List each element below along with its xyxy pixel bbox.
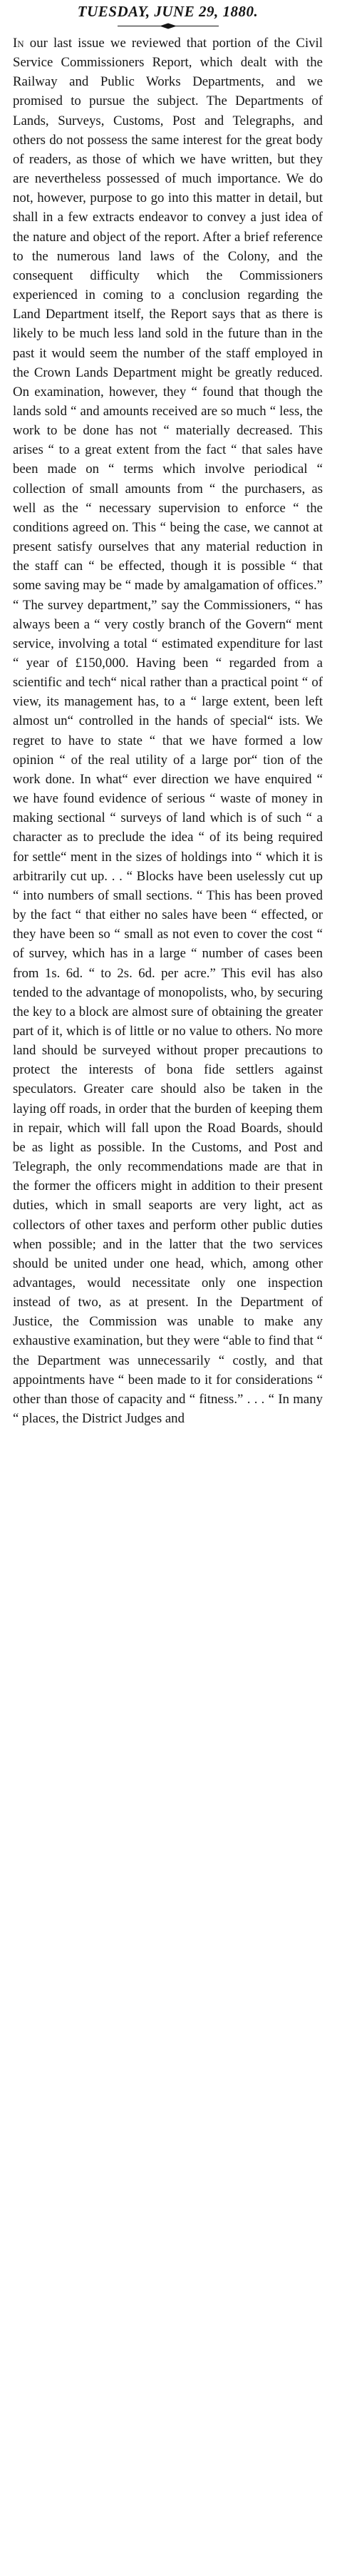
- divider-ornament: [115, 23, 222, 29]
- dateline: TUESDAY, JUNE 29, 1880.: [77, 3, 259, 20]
- article-opening-word: In: [13, 36, 24, 51]
- article-body: [13, 34, 323, 1428]
- article-text: our last issue we reviewed that portion of the Civil Service Commissioners Report, which dealt with the Railway and Public Works Departments, and we promised to pursue the subject. The Departments of Lands, Surveys, Customs, Post and Telegraphs, and others do not possess the same interest for the great body of readers, as those of which we have written, but they are nevertheless possessed of much importance. We do not, however, purpose to go into this matter in detail, but shall in a few extracts endeavor to convey a just idea of the nature and object of the report. After a brief reference to the numerous land laws of the Colony, and the consequent difficulty which the Commissioners experienced in coming to a conclusion regarding the Land Department itself, the Report says that as there is likely to be much less land sold in the future than in the past it would seem the number of the staff employed in the Crown Lands Department might be greatly reduced. On examination, however, they “ found that though the lands sold “ and amounts received are so much “ less, the work to be done has not “ materially decreased. This arises “ to a great extent from the fact “ that sales have been made on “ terms which involve periodical “ collection of small amounts from “ the purchasers, as well as the “ necessary supervision to enforce “ the conditions agreed on. This “ being the case, we cannot at present satisfy ourselves that any material reduction in the staff can “ be effected, though it is possible “ that some saving may be “ made by amalgamation of offices.” “ The survey department,” say the Commissioners, “ has always been a “ very costly branch of the Govern“ ment service, involving a total “ estimated expenditure for last “ year of £150,000. Having been “ regarded from a scientific and tech“ nical rather than a practical point “ of view, its management has, to a “ large extent, been left almost un“ controlled in the hands of special“ ists. We regret to have to state “ that we have formed a low opinion “ of the real utility of a large por“ tion of the work done. In what“ ever direction we have enquired “ we have found evidence of serious “ waste of money in making sectional “ surveys of land which is of such “ a character as to preclude the idea “ of its being required for settle“ ment in the sizes of holdings into “ which it is arbitrarily cut up. . . “ Blocks have been uselessly cut up “ into numbers of small sections. “ This has been proved by the fact “ that either no sales have been “ effected, or they have been so “ small as not even to cover the cost “ of survey, which has in a large “ number of cases been from 1s. 6d. “ to 2s. 6d. per acre.” This evil has also tended to the advantage of monopolists, who, by securing the key to a block are almost sure of obtaining the greater part of it, which is of little or no value to others. No more land should be surveyed without proper precautions to protect the interests of bona fide settlers against speculators. Greater care should also be taken in the laying off roads, in order that the burden of keeping them in repair, which will fall upon the Road Boards, should be as light as possible. In the Customs, and Post and Telegraph, the only recommendations made are that in the former the officers might in addition to their present duties, which in small seaports are very light, act as collectors of other taxes and perform other public duties when possible; and in the latter that the two services should be united under one head, which, among other advantages, would necessitate only one inspection instead of two, as at present. In the Department of Justice, the Commission was unable to make any exhaustive examination, but they were “able to find that “ the Department was unnecessarily “ costly, and that appointments have “ been made to it for considerations “ other than those of capacity and “ fitness.” . . . “ In many “ places, the District Judges and: [13, 36, 323, 1427]
